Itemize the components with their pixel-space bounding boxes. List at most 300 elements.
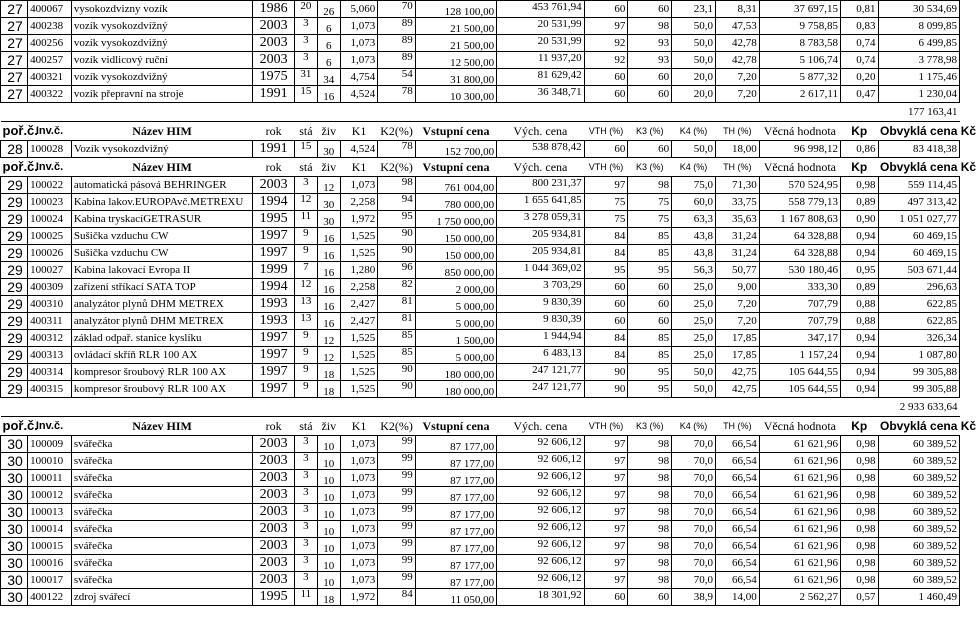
coefficient-k1-cell bbox=[340, 52, 378, 69]
k3-percent: 98 bbox=[658, 179, 670, 191]
coefficient-kp-cell bbox=[841, 69, 879, 86]
year-cell bbox=[253, 347, 295, 364]
k3-percent: 98 bbox=[658, 438, 670, 450]
table-row bbox=[1, 262, 960, 279]
input-price: 21 500,00 bbox=[450, 23, 495, 35]
market-price-cell bbox=[878, 86, 959, 103]
coefficient-k2: 99 bbox=[401, 571, 413, 583]
k4-percent-cell bbox=[672, 589, 716, 606]
table-row bbox=[1, 245, 960, 262]
table-row bbox=[1, 330, 960, 347]
inventory-number: 400310 bbox=[30, 298, 64, 310]
th-percent-cell bbox=[715, 521, 759, 538]
coefficient-k2-cell bbox=[378, 381, 416, 398]
row-number-cell bbox=[1, 228, 28, 245]
coefficient-k2-cell bbox=[378, 504, 416, 521]
year: 1997 bbox=[259, 228, 288, 243]
year: 1975 bbox=[259, 69, 288, 84]
row-number-cell bbox=[1, 572, 28, 589]
asset-name-cell bbox=[71, 381, 252, 398]
year-cell bbox=[253, 35, 295, 52]
column-header-kp: Kp bbox=[841, 417, 879, 436]
asset-name: Sušička vzduchu CW bbox=[73, 230, 169, 242]
coefficient-k2-cell bbox=[378, 296, 416, 313]
year-cell bbox=[253, 18, 295, 35]
year-cell bbox=[253, 141, 295, 158]
age: 12 bbox=[300, 278, 312, 290]
k4-percent: 50,0 bbox=[693, 383, 713, 395]
year: 1995 bbox=[259, 211, 288, 226]
th-percent: 35,63 bbox=[731, 213, 757, 225]
lifetime: 6 bbox=[326, 57, 332, 69]
k3-percent: 85 bbox=[658, 349, 670, 361]
input-price: 87 177,00 bbox=[450, 441, 495, 453]
age: 9 bbox=[303, 363, 309, 375]
column-header-hodnota: Věcná hodnota bbox=[759, 122, 840, 141]
inventory-number-cell bbox=[28, 1, 72, 18]
column-header-ziv: živ bbox=[317, 158, 340, 177]
year: 2003 bbox=[259, 52, 288, 67]
row-number: 29 bbox=[7, 194, 23, 210]
initial-price: 92 606,12 bbox=[537, 521, 582, 533]
th-percent-cell bbox=[715, 141, 759, 158]
th-percent-cell bbox=[715, 364, 759, 381]
row-number-cell bbox=[1, 194, 28, 211]
k4-percent: 50,0 bbox=[693, 37, 713, 49]
coefficient-kp-cell bbox=[841, 521, 879, 538]
vth-percent-cell bbox=[584, 381, 628, 398]
lifetime-cell bbox=[317, 381, 340, 398]
column-header-obvykla: Obvyklá cena Kč bbox=[878, 122, 959, 141]
coefficient-kp: 0,94 bbox=[856, 332, 876, 344]
market-price-cell bbox=[878, 313, 959, 330]
market-price-cell bbox=[878, 470, 959, 487]
row-number-cell bbox=[1, 86, 28, 103]
coefficient-k1-cell bbox=[340, 211, 378, 228]
coefficient-k1-cell bbox=[340, 538, 378, 555]
k3-percent-cell bbox=[628, 194, 672, 211]
th-percent-cell bbox=[715, 470, 759, 487]
k3-percent-cell bbox=[628, 521, 672, 538]
coefficient-k2-cell bbox=[378, 177, 416, 194]
coefficient-kp: 0,88 bbox=[856, 315, 876, 327]
vth-percent-cell bbox=[584, 538, 628, 555]
lifetime: 16 bbox=[323, 267, 335, 279]
k3-percent-cell bbox=[628, 1, 672, 18]
coefficient-kp-cell bbox=[841, 589, 879, 606]
market-price-cell bbox=[878, 555, 959, 572]
coefficient-k1: 1,525 bbox=[350, 247, 376, 259]
k4-percent: 23,1 bbox=[693, 3, 713, 15]
lifetime-cell bbox=[317, 436, 340, 453]
market-price-cell bbox=[878, 453, 959, 470]
lifetime: 10 bbox=[323, 526, 335, 538]
market-price-cell bbox=[878, 194, 959, 211]
coefficient-k1: 4,524 bbox=[350, 143, 376, 155]
age: 31 bbox=[300, 68, 312, 80]
th-percent-cell bbox=[715, 347, 759, 364]
inventory-number-cell bbox=[28, 572, 72, 589]
input-price: 5 000,00 bbox=[455, 301, 495, 313]
k4-percent: 70,0 bbox=[693, 455, 713, 467]
market-price: 60 469,15 bbox=[913, 247, 957, 259]
th-percent: 31,24 bbox=[731, 230, 757, 242]
age-cell bbox=[294, 436, 317, 453]
k3-percent-cell bbox=[628, 35, 672, 52]
k4-percent: 70,0 bbox=[693, 489, 713, 501]
lifetime-cell bbox=[317, 347, 340, 364]
material-value: 61 621,96 bbox=[794, 455, 838, 467]
initial-price-cell bbox=[497, 141, 585, 158]
asset-name-cell bbox=[71, 555, 252, 572]
age-cell bbox=[294, 572, 317, 589]
lifetime-cell bbox=[317, 555, 340, 572]
coefficient-kp-cell bbox=[841, 313, 879, 330]
th-percent-cell bbox=[715, 1, 759, 18]
row-number: 30 bbox=[7, 504, 23, 520]
inventory-number-cell bbox=[28, 470, 72, 487]
input-price-cell bbox=[415, 470, 496, 487]
lifetime-cell bbox=[317, 86, 340, 103]
vth-percent-cell bbox=[584, 1, 628, 18]
asset-name-cell bbox=[71, 589, 252, 606]
asset-name: svářečka bbox=[73, 506, 113, 518]
material-value-cell bbox=[759, 296, 840, 313]
k4-percent-cell bbox=[672, 86, 716, 103]
coefficient-kp-cell bbox=[841, 52, 879, 69]
input-price: 5 000,00 bbox=[455, 318, 495, 330]
initial-price-cell bbox=[497, 194, 585, 211]
k3-percent: 98 bbox=[658, 540, 670, 552]
asset-name-cell bbox=[71, 538, 252, 555]
lifetime: 18 bbox=[323, 594, 335, 606]
age: 11 bbox=[300, 588, 312, 600]
input-price-cell bbox=[415, 228, 496, 245]
asset-name: Vozík vysokozdvižný bbox=[73, 143, 169, 155]
input-price-cell bbox=[415, 381, 496, 398]
th-percent: 66,54 bbox=[731, 506, 757, 518]
coefficient-k2-cell bbox=[378, 364, 416, 381]
column-header-sta: stá bbox=[294, 122, 317, 141]
th-percent-cell bbox=[715, 228, 759, 245]
year: 1991 bbox=[259, 86, 288, 101]
initial-price-cell bbox=[497, 572, 585, 589]
th-percent: 66,54 bbox=[731, 574, 757, 586]
lifetime: 16 bbox=[323, 250, 335, 262]
th-percent: 31,24 bbox=[731, 247, 757, 259]
row-number: 30 bbox=[7, 538, 23, 554]
initial-price: 453 761,94 bbox=[532, 1, 582, 13]
th-percent: 9,00 bbox=[737, 281, 757, 293]
column-header-rok: rok bbox=[253, 158, 295, 177]
year: 2003 bbox=[259, 453, 288, 468]
initial-price-cell bbox=[497, 245, 585, 262]
age: 3 bbox=[303, 486, 309, 498]
vth-percent-cell bbox=[584, 313, 628, 330]
inventory-number-cell bbox=[28, 141, 72, 158]
header-row bbox=[1, 158, 960, 177]
coefficient-k1-cell bbox=[340, 69, 378, 86]
coefficient-k2: 85 bbox=[401, 346, 413, 358]
asset-name: kompresor šroubový RLR 100 AX bbox=[73, 366, 227, 378]
coefficient-k1: 5,060 bbox=[350, 3, 376, 15]
age: 15 bbox=[300, 85, 312, 97]
age: 7 bbox=[303, 261, 309, 273]
lifetime-cell bbox=[317, 572, 340, 589]
coefficient-k2: 81 bbox=[401, 295, 413, 307]
k4-percent-cell bbox=[672, 177, 716, 194]
year: 1999 bbox=[259, 262, 288, 277]
year: 2003 bbox=[259, 177, 288, 192]
column-header-vth: VTH (%) bbox=[584, 417, 628, 436]
inventory-number: 100011 bbox=[30, 472, 63, 484]
age-cell bbox=[294, 1, 317, 18]
initial-price-cell bbox=[497, 330, 585, 347]
inventory-number-cell bbox=[28, 347, 72, 364]
coefficient-k1: 1,073 bbox=[350, 489, 376, 501]
vth-percent: 84 bbox=[614, 247, 626, 259]
initial-price-cell bbox=[497, 1, 585, 18]
column-header-kp: Kp bbox=[841, 122, 879, 141]
column-header-vych: Vých. cena bbox=[497, 417, 585, 436]
column-header-kp: Kp bbox=[841, 158, 879, 177]
year-cell bbox=[253, 1, 295, 18]
asset-name-cell bbox=[71, 436, 252, 453]
table-row bbox=[1, 381, 960, 398]
asset-name: svářečka bbox=[73, 438, 113, 450]
age: 20 bbox=[300, 0, 312, 12]
lifetime: 30 bbox=[323, 216, 335, 228]
material-value: 61 621,96 bbox=[794, 506, 838, 518]
lifetime: 30 bbox=[323, 199, 335, 211]
row-number-cell bbox=[1, 1, 28, 18]
k3-percent: 98 bbox=[658, 20, 670, 32]
column-header-ziv: živ bbox=[317, 122, 340, 141]
inventory-number-cell bbox=[28, 364, 72, 381]
column-header-k3: K3 (%) bbox=[628, 158, 672, 177]
market-price-cell bbox=[878, 35, 959, 52]
lifetime-cell bbox=[317, 364, 340, 381]
initial-price: 205 934,81 bbox=[532, 228, 582, 240]
coefficient-k2-cell bbox=[378, 487, 416, 504]
material-value: 96 998,12 bbox=[794, 143, 838, 155]
coefficient-k1: 1,525 bbox=[350, 366, 376, 378]
lifetime-cell bbox=[317, 69, 340, 86]
coefficient-kp: 0,20 bbox=[856, 71, 876, 83]
coefficient-k2: 95 bbox=[401, 210, 413, 222]
asset-name: Kabina lakovací Evropa II bbox=[73, 264, 191, 276]
coefficient-kp-cell bbox=[841, 470, 879, 487]
material-value: 347,17 bbox=[807, 332, 838, 344]
year-cell bbox=[253, 245, 295, 262]
coefficient-k2-cell bbox=[378, 194, 416, 211]
asset-name-cell bbox=[71, 245, 252, 262]
inventory-number: 100014 bbox=[30, 523, 64, 535]
market-price: 60 469,15 bbox=[913, 230, 957, 242]
k3-percent: 93 bbox=[658, 37, 670, 49]
row-number: 30 bbox=[7, 470, 23, 486]
coefficient-kp: 0,81 bbox=[856, 3, 876, 15]
coefficient-k2-cell bbox=[378, 52, 416, 69]
coefficient-k1-cell bbox=[340, 141, 378, 158]
age: 3 bbox=[303, 571, 309, 583]
column-header-k3: K3 (%) bbox=[628, 417, 672, 436]
initial-price: 9 830,39 bbox=[543, 313, 582, 325]
lifetime-cell bbox=[317, 211, 340, 228]
row-number: 29 bbox=[7, 296, 23, 312]
material-value: 61 621,96 bbox=[794, 574, 838, 586]
lifetime-cell bbox=[317, 18, 340, 35]
lifetime-cell bbox=[317, 330, 340, 347]
market-price-cell bbox=[878, 211, 959, 228]
material-value: 8 783,58 bbox=[799, 37, 838, 49]
coefficient-k1-cell bbox=[340, 381, 378, 398]
coefficient-kp: 0,57 bbox=[856, 591, 876, 603]
coefficient-kp-cell bbox=[841, 364, 879, 381]
input-price-cell bbox=[415, 330, 496, 347]
k4-percent: 70,0 bbox=[693, 540, 713, 552]
k3-percent: 98 bbox=[658, 557, 670, 569]
vth-percent: 97 bbox=[614, 540, 626, 552]
coefficient-k2: 90 bbox=[401, 244, 413, 256]
year: 1997 bbox=[259, 330, 288, 345]
th-percent-cell bbox=[715, 453, 759, 470]
market-price: 622,85 bbox=[926, 315, 957, 327]
input-price: 850 000,00 bbox=[444, 267, 495, 279]
material-value: 1 157,24 bbox=[799, 349, 838, 361]
th-percent: 7,20 bbox=[737, 88, 757, 100]
material-value-cell bbox=[759, 330, 840, 347]
lifetime: 10 bbox=[323, 560, 335, 572]
inventory-number-cell bbox=[28, 262, 72, 279]
column-header-k4: K4 (%) bbox=[672, 417, 716, 436]
vth-percent: 60 bbox=[614, 591, 626, 603]
k4-percent: 56,3 bbox=[693, 264, 713, 276]
coefficient-kp: 0,74 bbox=[856, 37, 876, 49]
th-percent: 17,85 bbox=[731, 349, 757, 361]
input-price-cell bbox=[415, 18, 496, 35]
asset-name: automatická pásová BEHRINGER bbox=[73, 179, 227, 191]
coefficient-kp-cell bbox=[841, 18, 879, 35]
year: 1993 bbox=[259, 296, 288, 311]
market-price-cell bbox=[878, 52, 959, 69]
material-value: 333,30 bbox=[807, 281, 838, 293]
asset-name: zařízení stříkací SATA TOP bbox=[73, 281, 196, 293]
k4-percent-cell bbox=[672, 1, 716, 18]
k3-percent-cell bbox=[628, 18, 672, 35]
k4-percent: 25,0 bbox=[693, 315, 713, 327]
year-cell bbox=[253, 330, 295, 347]
coefficient-k2: 89 bbox=[401, 34, 413, 46]
k3-percent: 98 bbox=[658, 489, 670, 501]
k4-percent-cell bbox=[672, 453, 716, 470]
coefficient-k2-cell bbox=[378, 555, 416, 572]
coefficient-kp: 0,94 bbox=[856, 366, 876, 378]
material-value: 61 621,96 bbox=[794, 557, 838, 569]
vth-percent-cell bbox=[584, 18, 628, 35]
year: 1997 bbox=[259, 245, 288, 260]
vth-percent: 84 bbox=[614, 332, 626, 344]
asset-name: analyzátor plynů DHM METREX bbox=[73, 298, 224, 310]
initial-price-cell bbox=[497, 177, 585, 194]
initial-price: 81 629,42 bbox=[537, 69, 582, 81]
vth-percent-cell bbox=[584, 245, 628, 262]
input-price-cell bbox=[415, 69, 496, 86]
k4-percent: 25,0 bbox=[693, 332, 713, 344]
coefficient-k1: 1,073 bbox=[350, 506, 376, 518]
coefficient-k2: 99 bbox=[401, 486, 413, 498]
th-percent-cell bbox=[715, 211, 759, 228]
year: 1995 bbox=[259, 589, 288, 604]
coefficient-k1-cell bbox=[340, 347, 378, 364]
input-price-cell bbox=[415, 177, 496, 194]
row-number-cell bbox=[1, 538, 28, 555]
coefficient-kp-cell bbox=[841, 279, 879, 296]
th-percent: 7,20 bbox=[737, 315, 757, 327]
coefficient-k1: 1,972 bbox=[350, 213, 376, 225]
coefficient-k1: 1,525 bbox=[350, 230, 376, 242]
column-header-vstupni: Vstupní cena bbox=[415, 122, 496, 141]
coefficient-k1: 1,073 bbox=[350, 557, 376, 569]
coefficient-k1-cell bbox=[340, 1, 378, 18]
market-price-cell bbox=[878, 177, 959, 194]
market-price-cell bbox=[878, 296, 959, 313]
age: 3 bbox=[303, 176, 309, 188]
k4-percent-cell bbox=[672, 228, 716, 245]
coefficient-k1-cell bbox=[340, 296, 378, 313]
asset-name: svářečka bbox=[73, 489, 113, 501]
year-cell bbox=[253, 470, 295, 487]
table-row bbox=[1, 228, 960, 245]
row-number: 29 bbox=[7, 245, 23, 261]
lifetime-cell bbox=[317, 194, 340, 211]
input-price-cell bbox=[415, 538, 496, 555]
market-price-cell bbox=[878, 504, 959, 521]
vth-percent: 60 bbox=[614, 3, 626, 15]
coefficient-k1: 2,258 bbox=[350, 196, 376, 208]
k3-percent-cell bbox=[628, 245, 672, 262]
coefficient-kp-cell bbox=[841, 262, 879, 279]
k3-percent-cell bbox=[628, 487, 672, 504]
asset-name: vozík vidlicový ruční bbox=[73, 54, 168, 66]
market-price-cell bbox=[878, 538, 959, 555]
vth-percent: 97 bbox=[614, 179, 626, 191]
initial-price: 1 944,94 bbox=[543, 330, 582, 342]
material-value: 61 621,96 bbox=[794, 489, 838, 501]
input-price: 1 750 000,00 bbox=[436, 216, 495, 228]
lifetime-cell bbox=[317, 313, 340, 330]
th-percent: 7,20 bbox=[737, 298, 757, 310]
initial-price: 92 606,12 bbox=[537, 538, 582, 550]
k4-percent: 25,0 bbox=[693, 349, 713, 361]
material-value-cell bbox=[759, 245, 840, 262]
table-row bbox=[1, 279, 960, 296]
group-total-row bbox=[1, 398, 960, 417]
age-cell bbox=[294, 211, 317, 228]
table-row bbox=[1, 504, 960, 521]
vth-percent: 92 bbox=[614, 37, 626, 49]
row-number-cell bbox=[1, 141, 28, 158]
inventory-number: 400256 bbox=[30, 37, 64, 49]
market-price: 99 305,88 bbox=[913, 366, 957, 378]
initial-price-cell bbox=[497, 487, 585, 504]
coefficient-k2: 54 bbox=[401, 68, 413, 80]
material-value: 530 180,46 bbox=[788, 264, 838, 276]
asset-name-cell bbox=[71, 279, 252, 296]
year-cell bbox=[253, 555, 295, 572]
asset-name: svářečka bbox=[73, 557, 113, 569]
coefficient-k1-cell bbox=[340, 504, 378, 521]
